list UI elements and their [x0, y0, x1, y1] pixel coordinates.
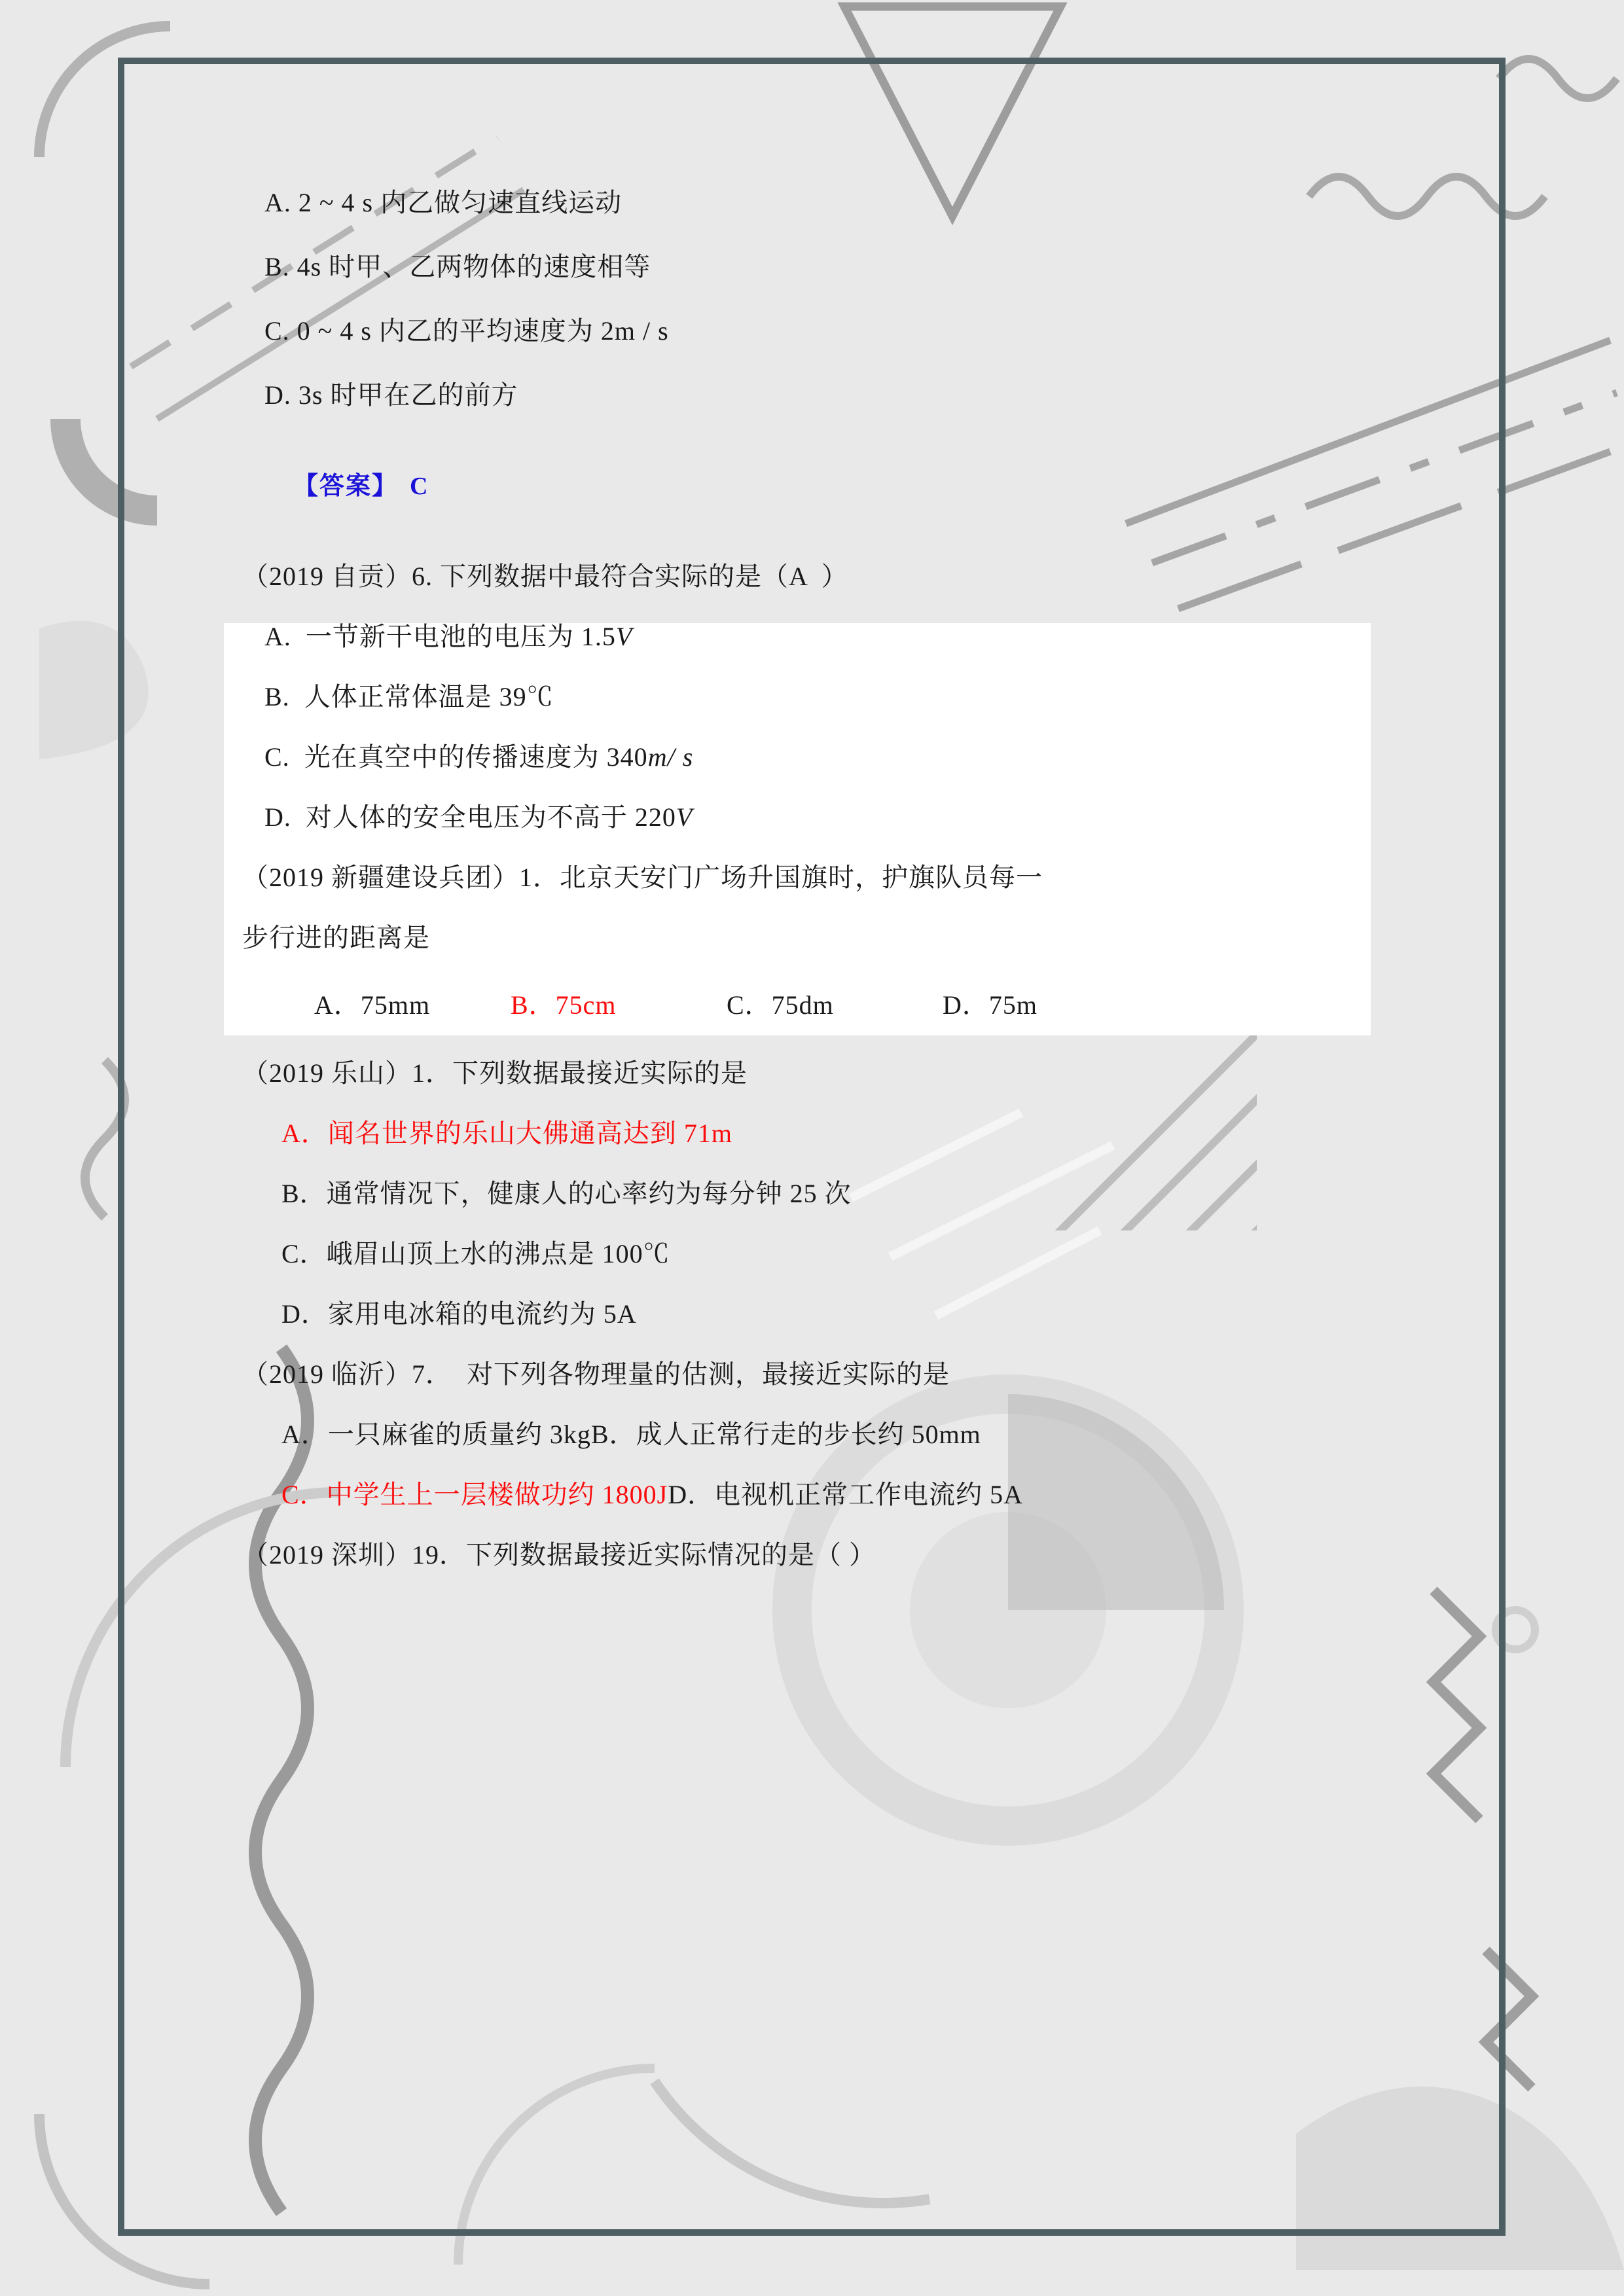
option-line-a1: A. 2 ~ 4 s 内乙做匀速直线运动 [264, 188, 623, 217]
zigong-option-b-prefix: B. [264, 682, 290, 711]
zigong-option-d-prefix: D. [264, 802, 291, 832]
zigong-option-d-text: 对人体的安全电压为不高于 220 [305, 802, 676, 832]
xinjiang-choice-row [242, 984, 1420, 1022]
leshan-option-a: A．闻名世界的乐山大佛通高达到 71m [281, 1119, 732, 1148]
zigong-option-d-unit: V [676, 802, 693, 832]
answer-line [242, 446, 1420, 525]
zigong-option-a-text: 一节新干电池的电压为 1.5 [305, 622, 616, 651]
question-linyi-stem: （2019 临沂）7． 对下列各物理量的估测，最接近实际的是 [242, 1359, 950, 1389]
question-zigong-stem: （2019 自贡）6. 下列数据中最符合实际的是（A ） [242, 562, 848, 591]
leshan-option-d: D．家用电冰箱的电流约为 5A [281, 1299, 637, 1329]
zigong-option-a [242, 623, 1420, 651]
question-leshan-stem: （2019 乐山）1．下列数据最接近实际的是 [242, 1058, 748, 1088]
zigong-option-d [242, 804, 1420, 831]
zigong-option-c-text: 光在真空中的传播速度为 340 [304, 742, 648, 772]
question-shenzhen-stem: （2019 深圳）19．下列数据最接近实际情况的是（ ） [242, 1540, 876, 1570]
zigong-option-b-unit: ℃ [526, 682, 554, 711]
linyi-row-2-black: D．电视机正常工作电流约 5A [668, 1480, 1024, 1509]
zigong-option-b [242, 683, 1420, 711]
question-xinjiang-stem-line1: （2019 新疆建设兵团）1．北京天安门广场升国旗时，护旗队员每一 [242, 863, 1043, 892]
zigong-option-c-prefix: C. [264, 742, 290, 772]
linyi-row-1: A．一只麻雀的质量约 3kgB．成人正常行走的步长约 50mm [281, 1420, 981, 1449]
xinjiang-choice-d: D．75m [943, 990, 1038, 1020]
option-line-d1: D. 3s 时甲在乙的前方 [264, 380, 518, 410]
xinjiang-choice-b: B．75cm [511, 990, 617, 1020]
answer-value: C [410, 473, 429, 500]
xinjiang-choice-c: C．75dm [727, 990, 834, 1020]
zigong-option-c-unit: m/ s [647, 742, 694, 772]
option-line-b1: B. 4s 时甲、乙两物体的速度相等 [264, 252, 651, 281]
document-content [242, 190, 1420, 1602]
option-line-c1: C. 0 ~ 4 s 内乙的平均速度为 2m / s [264, 316, 669, 346]
zigong-option-c [242, 744, 1420, 771]
xinjiang-choice-a: A．75mm [314, 990, 431, 1020]
zigong-option-a-unit: V [615, 622, 633, 651]
zigong-option-a-prefix: A. [264, 622, 291, 651]
question-xinjiang-stem-line2: 步行进的距离是 [242, 923, 430, 952]
leshan-option-b: B．通常情况下，健康人的心率约为每分钟 25 次 [281, 1179, 852, 1208]
zigong-option-b-text: 人体正常体温是 39 [304, 682, 527, 711]
answer-label: 【答案】 [293, 473, 399, 500]
linyi-row-2 [242, 1481, 1420, 1509]
leshan-option-c: C．峨眉山顶上水的沸点是 100℃ [281, 1239, 670, 1268]
linyi-row-2-red: C．中学生上一层楼做功约 1800J [281, 1480, 668, 1509]
